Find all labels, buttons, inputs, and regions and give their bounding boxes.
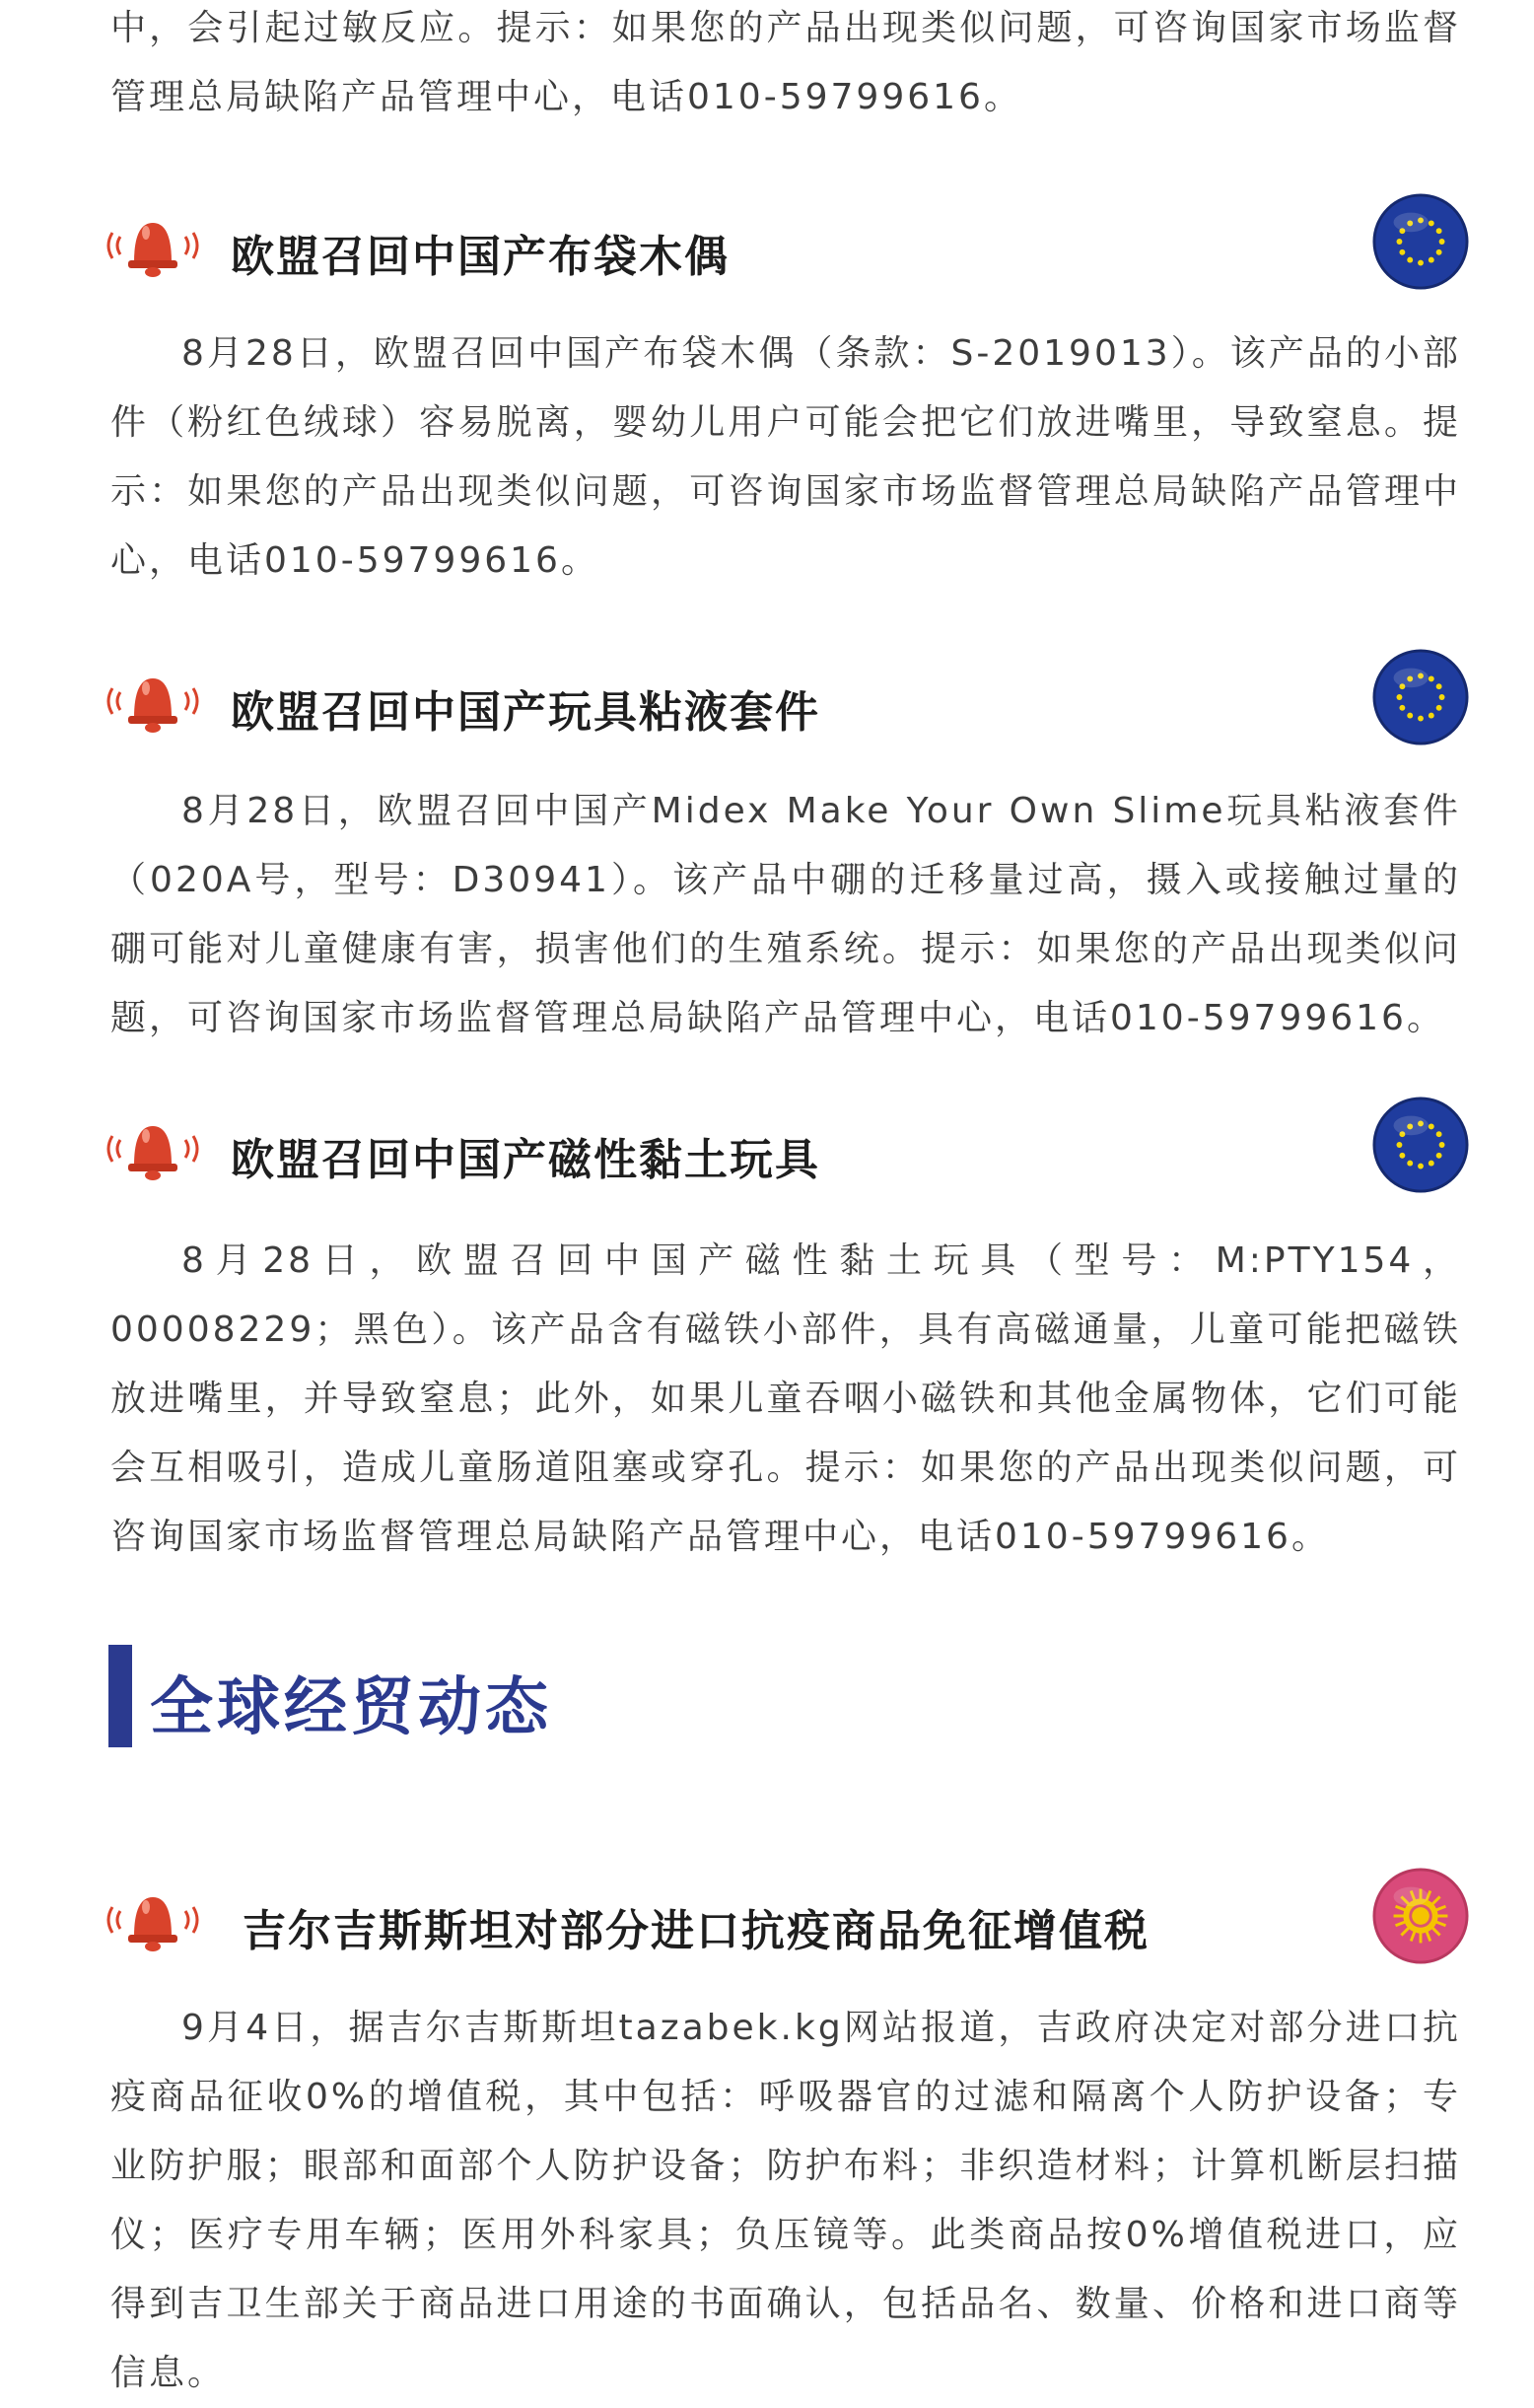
recall-item-title: 欧盟召回中国产磁性黏土玩具 — [231, 1135, 820, 1185]
recall-item-title: 欧盟召回中国产布袋木偶 — [231, 232, 730, 282]
eu-flag-icon — [1372, 193, 1469, 290]
recall-item-header-2 — [99, 649, 1469, 757]
trade-item-header — [99, 1868, 1469, 1976]
eu-flag-icon — [1372, 649, 1469, 745]
recall-item-header-3 — [99, 1097, 1469, 1205]
section-header — [108, 1645, 897, 1753]
alarm-bell-icon — [99, 211, 207, 280]
alarm-bell-icon — [99, 667, 207, 736]
alarm-bell-icon — [99, 1885, 207, 1954]
recall-item-header-1 — [99, 193, 1469, 302]
recall-item-body: 8月28日，欧盟召回中国产Midex Make Your Own Slime玩具粘液套件（020A号，型号：D30941）。该产品中硼的迁移量过高，摄入或接触过量的硼可能对儿童健康有害，损害他们的生殖系统。提示：如果您的产品出现类似问题，可咨询国家市场监督管理总局缺陷产品管理中心，电话010-59799616。 — [110, 791, 1461, 1038]
recall-item-body: 8月28日，欧盟召回中国产磁性黏土玩具（型号：M:PTY154，00008229；黑色）。该产品含有磁铁小部件，具有高磁通量，儿童可能把磁铁放进嘴里，并导致窒息；此外，如果儿童吞咽小磁铁和其他金属物体，它们可能会互相吸引，造成儿童肠道阻塞或穿孔。提示：如果您的产品出现类似问题，可咨询国家市场监督管理总局缺陷产品管理中心，电话010-59799616。 — [110, 1240, 1461, 1557]
trade-item-title: 吉尔吉斯斯坦对部分进口抗疫商品免征增值税 — [243, 1906, 1150, 1956]
section-accent-bar — [108, 1645, 132, 1747]
eu-flag-icon — [1372, 1097, 1469, 1193]
recall-item-body: 8月28日，欧盟召回中国产布袋木偶（条款：S-2019013）。该产品的小部件（粉红色绒球）容易脱离，婴幼儿用户可能会把它们放进嘴里，导致窒息。提示：如果您的产品出现类似问题，可咨询国家市场监督管理总局缺陷产品管理中心，电话010-59799616。 — [110, 333, 1461, 581]
alarm-bell-icon — [99, 1114, 207, 1183]
intro-paragraph: 中，会引起过敏反应。提示：如果您的产品出现类似问题，可咨询国家市场监督管理总局缺陷产品管理中心，电话010-59799616。 — [110, 8, 1461, 117]
trade-item-body: 9月4日，据吉尔吉斯斯坦tazabek.kg网站报道，吉政府决定对部分进口抗疫商品征收0%的增值税，其中包括：呼吸器官的过滤和隔离个人防护设备；专业防护服；眼部和面部个人防护设备；防护布料；非织造材料；计算机断层扫描仪；医疗专用车辆；医用外科家具；负压镜等。此类商品按0%增值税进口，应得到吉卫生部关于商品进口用途的书面确认，包括品名、数量、价格和进口商等信息。 — [110, 2008, 1461, 2393]
recall-item-title: 欧盟召回中国产玩具粘液套件 — [231, 687, 820, 738]
kyrgyzstan-flag-icon — [1372, 1868, 1469, 1964]
section-title: 全球经贸动态 — [150, 1671, 552, 1744]
